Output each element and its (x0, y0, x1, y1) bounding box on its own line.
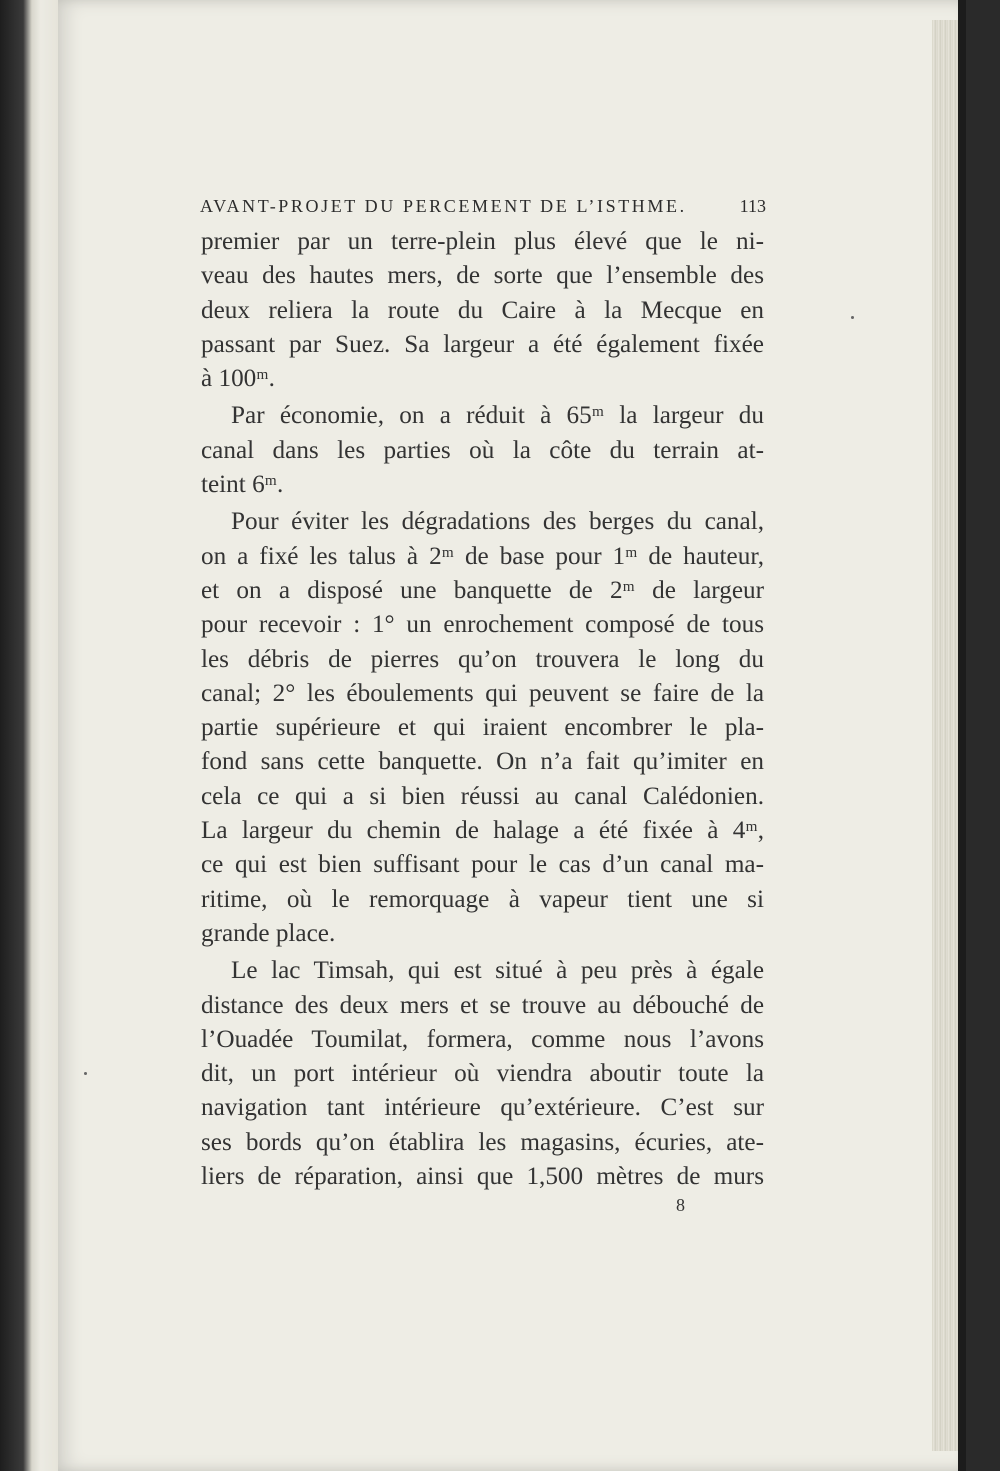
text-line: veau des hautes mers, de sorte que l’ensemble des (201, 262, 764, 290)
text-line: deux reliera la route du Caire à la Mecque en (201, 296, 764, 324)
text-line: Pour éviter les dégradations des berges du canal, (231, 508, 764, 536)
text-line: ritime, où le remorquage à vapeur tient une si (201, 885, 764, 913)
text-line: pour recevoir : 1° un enrochement composé de tous (201, 611, 764, 639)
book-binding (0, 0, 58, 1471)
paper-speck (851, 316, 854, 319)
text-line: à 100ᵐ. (201, 365, 275, 393)
text-line: et on a disposé une banquette de 2ᵐ de largeur (201, 576, 764, 604)
text-line: canal dans les parties où la côte du terrain at- (201, 436, 764, 464)
text-line: teint 6ᵐ. (201, 471, 284, 499)
page-number: 113 (739, 196, 766, 216)
body-text (201, 225, 764, 1194)
text-line: les débris de pierres qu’on trouvera le long du (201, 645, 764, 673)
text-line: canal; 2° les éboulements qui peuvent se faire de la (201, 679, 764, 707)
text-line: on a fixé les talus à 2ᵐ de base pour 1ᵐ de hauteur, (201, 542, 764, 570)
text-line: cela ce qui a si bien réussi au canal Calédonien. (201, 782, 764, 810)
text-line: Le lac Timsah, qui est situé à peu près à égale (231, 957, 764, 985)
text-line: ses bords qu’on établira les magasins, écuries, ate- (201, 1128, 764, 1156)
text-line: ce qui est bien suffisant pour le cas d’un canal ma- (201, 851, 764, 879)
right-background (958, 0, 966, 1471)
text-line: grande place. (201, 919, 336, 947)
text-line: l’Ouadée Toumilat, formera, comme nous l’avons (201, 1025, 764, 1053)
text-line: La largeur du chemin de halage a été fixée à 4ᵐ, (201, 817, 764, 845)
text-line: fond sans cette banquette. On n’a fait qu’imiter en (201, 748, 764, 776)
text-line: passant par Suez. Sa largeur a été également fixée (201, 330, 764, 358)
text-line: partie supérieure et qui iraient encombrer le pla- (201, 714, 764, 742)
paper-speck (84, 1072, 87, 1075)
signature-mark: 8 (676, 1195, 685, 1215)
text-line: dit, un port intérieur où viendra aboutir toute la (201, 1060, 764, 1088)
text-line: distance des deux mers et se trouve au débouché de (201, 991, 764, 1019)
text-line: Par économie, on a réduit à 65ᵐ la largeur du (231, 402, 764, 430)
text-line: navigation tant intérieure qu’extérieure. C’est sur (201, 1094, 764, 1122)
text-line: liers de réparation, ainsi que 1,500 mètres de murs (201, 1163, 764, 1191)
running-title: AVANT-PROJET DU PERCEMENT DE L’ISTHME. (200, 196, 687, 216)
text-line: premier par un terre-plein plus élevé que le ni- (201, 228, 764, 255)
